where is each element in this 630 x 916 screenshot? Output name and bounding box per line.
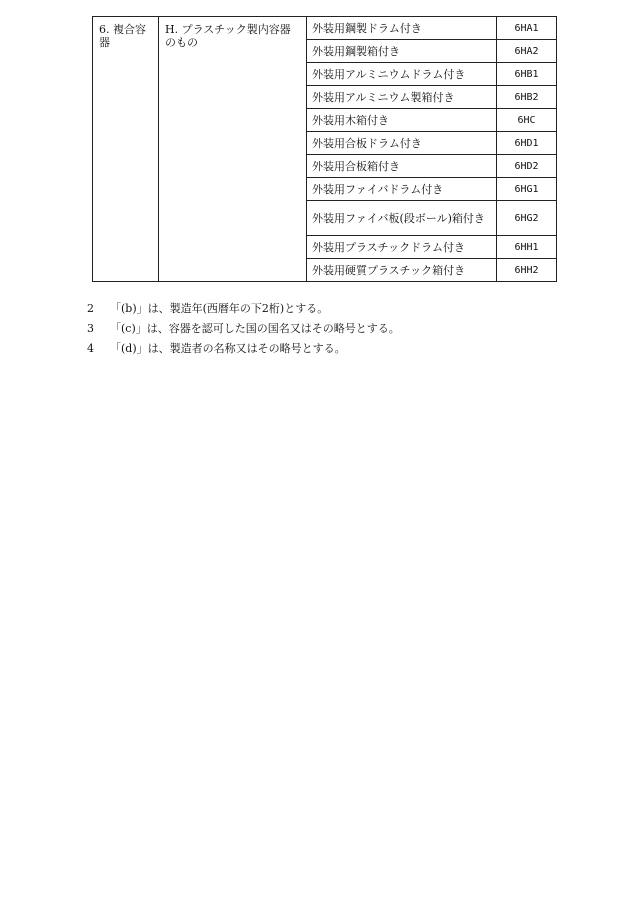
packaging-type-cell: 外装用アルミニウム製箱付き (307, 86, 497, 109)
note-item (87, 299, 567, 319)
note-text: 「(d)」は、製造者の名称又はその略号とする。 (110, 342, 346, 355)
packaging-type-cell: 外装用木箱付き (307, 109, 497, 132)
note-text: 「(c)」は、容器を認可した国の国名又はその略号とする。 (110, 322, 400, 335)
packaging-code-cell: 6HD1 (497, 132, 557, 155)
packaging-type-cell: 外装用アルミニウムドラム付き (307, 63, 497, 86)
packaging-code-cell: 6HB1 (497, 63, 557, 86)
packaging-type-cell: 外装用合板箱付き (307, 155, 497, 178)
note-item (87, 339, 567, 359)
packaging-type-cell: 外装用プラスチックドラム付き (307, 236, 497, 259)
note-text: 「(b)」は、製造年(西暦年の下2桁)とする。 (110, 302, 329, 315)
packaging-type-cell: 外装用硬質プラスチック箱付き (307, 259, 497, 282)
packaging-code-cell: 6HD2 (497, 155, 557, 178)
subcategory-cell: H. プラスチック製内容器のもの (159, 17, 307, 282)
packaging-type-cell: 外装用合板ドラム付き (307, 132, 497, 155)
packaging-code-cell: 6HG1 (497, 178, 557, 201)
packaging-code-cell: 6HC (497, 109, 557, 132)
packaging-type-cell: 外装用鋼製箱付き (307, 40, 497, 63)
packaging-code-table (92, 16, 557, 282)
note-number: 3 (87, 322, 94, 335)
packaging-type-cell: 外装用ファイバドラム付き (307, 178, 497, 201)
packaging-code-cell: 6HB2 (497, 86, 557, 109)
table-row (93, 17, 557, 40)
note-number: 2 (87, 302, 94, 315)
packaging-code-cell: 6HG2 (497, 201, 557, 236)
note-number: 4 (87, 342, 94, 355)
packaging-code-cell: 6HA1 (497, 17, 557, 40)
packaging-type-cell: 外装用鋼製ドラム付き (307, 17, 497, 40)
packaging-code-cell: 6HH2 (497, 259, 557, 282)
packaging-type-cell: 外装用ファイバ板(段ボール)箱付き (307, 201, 497, 236)
packaging-code-cell: 6HA2 (497, 40, 557, 63)
notes-list (87, 299, 567, 359)
packaging-code-cell: 6HH1 (497, 236, 557, 259)
note-item (87, 319, 567, 339)
category-cell: 6. 複合容器 (93, 17, 159, 282)
